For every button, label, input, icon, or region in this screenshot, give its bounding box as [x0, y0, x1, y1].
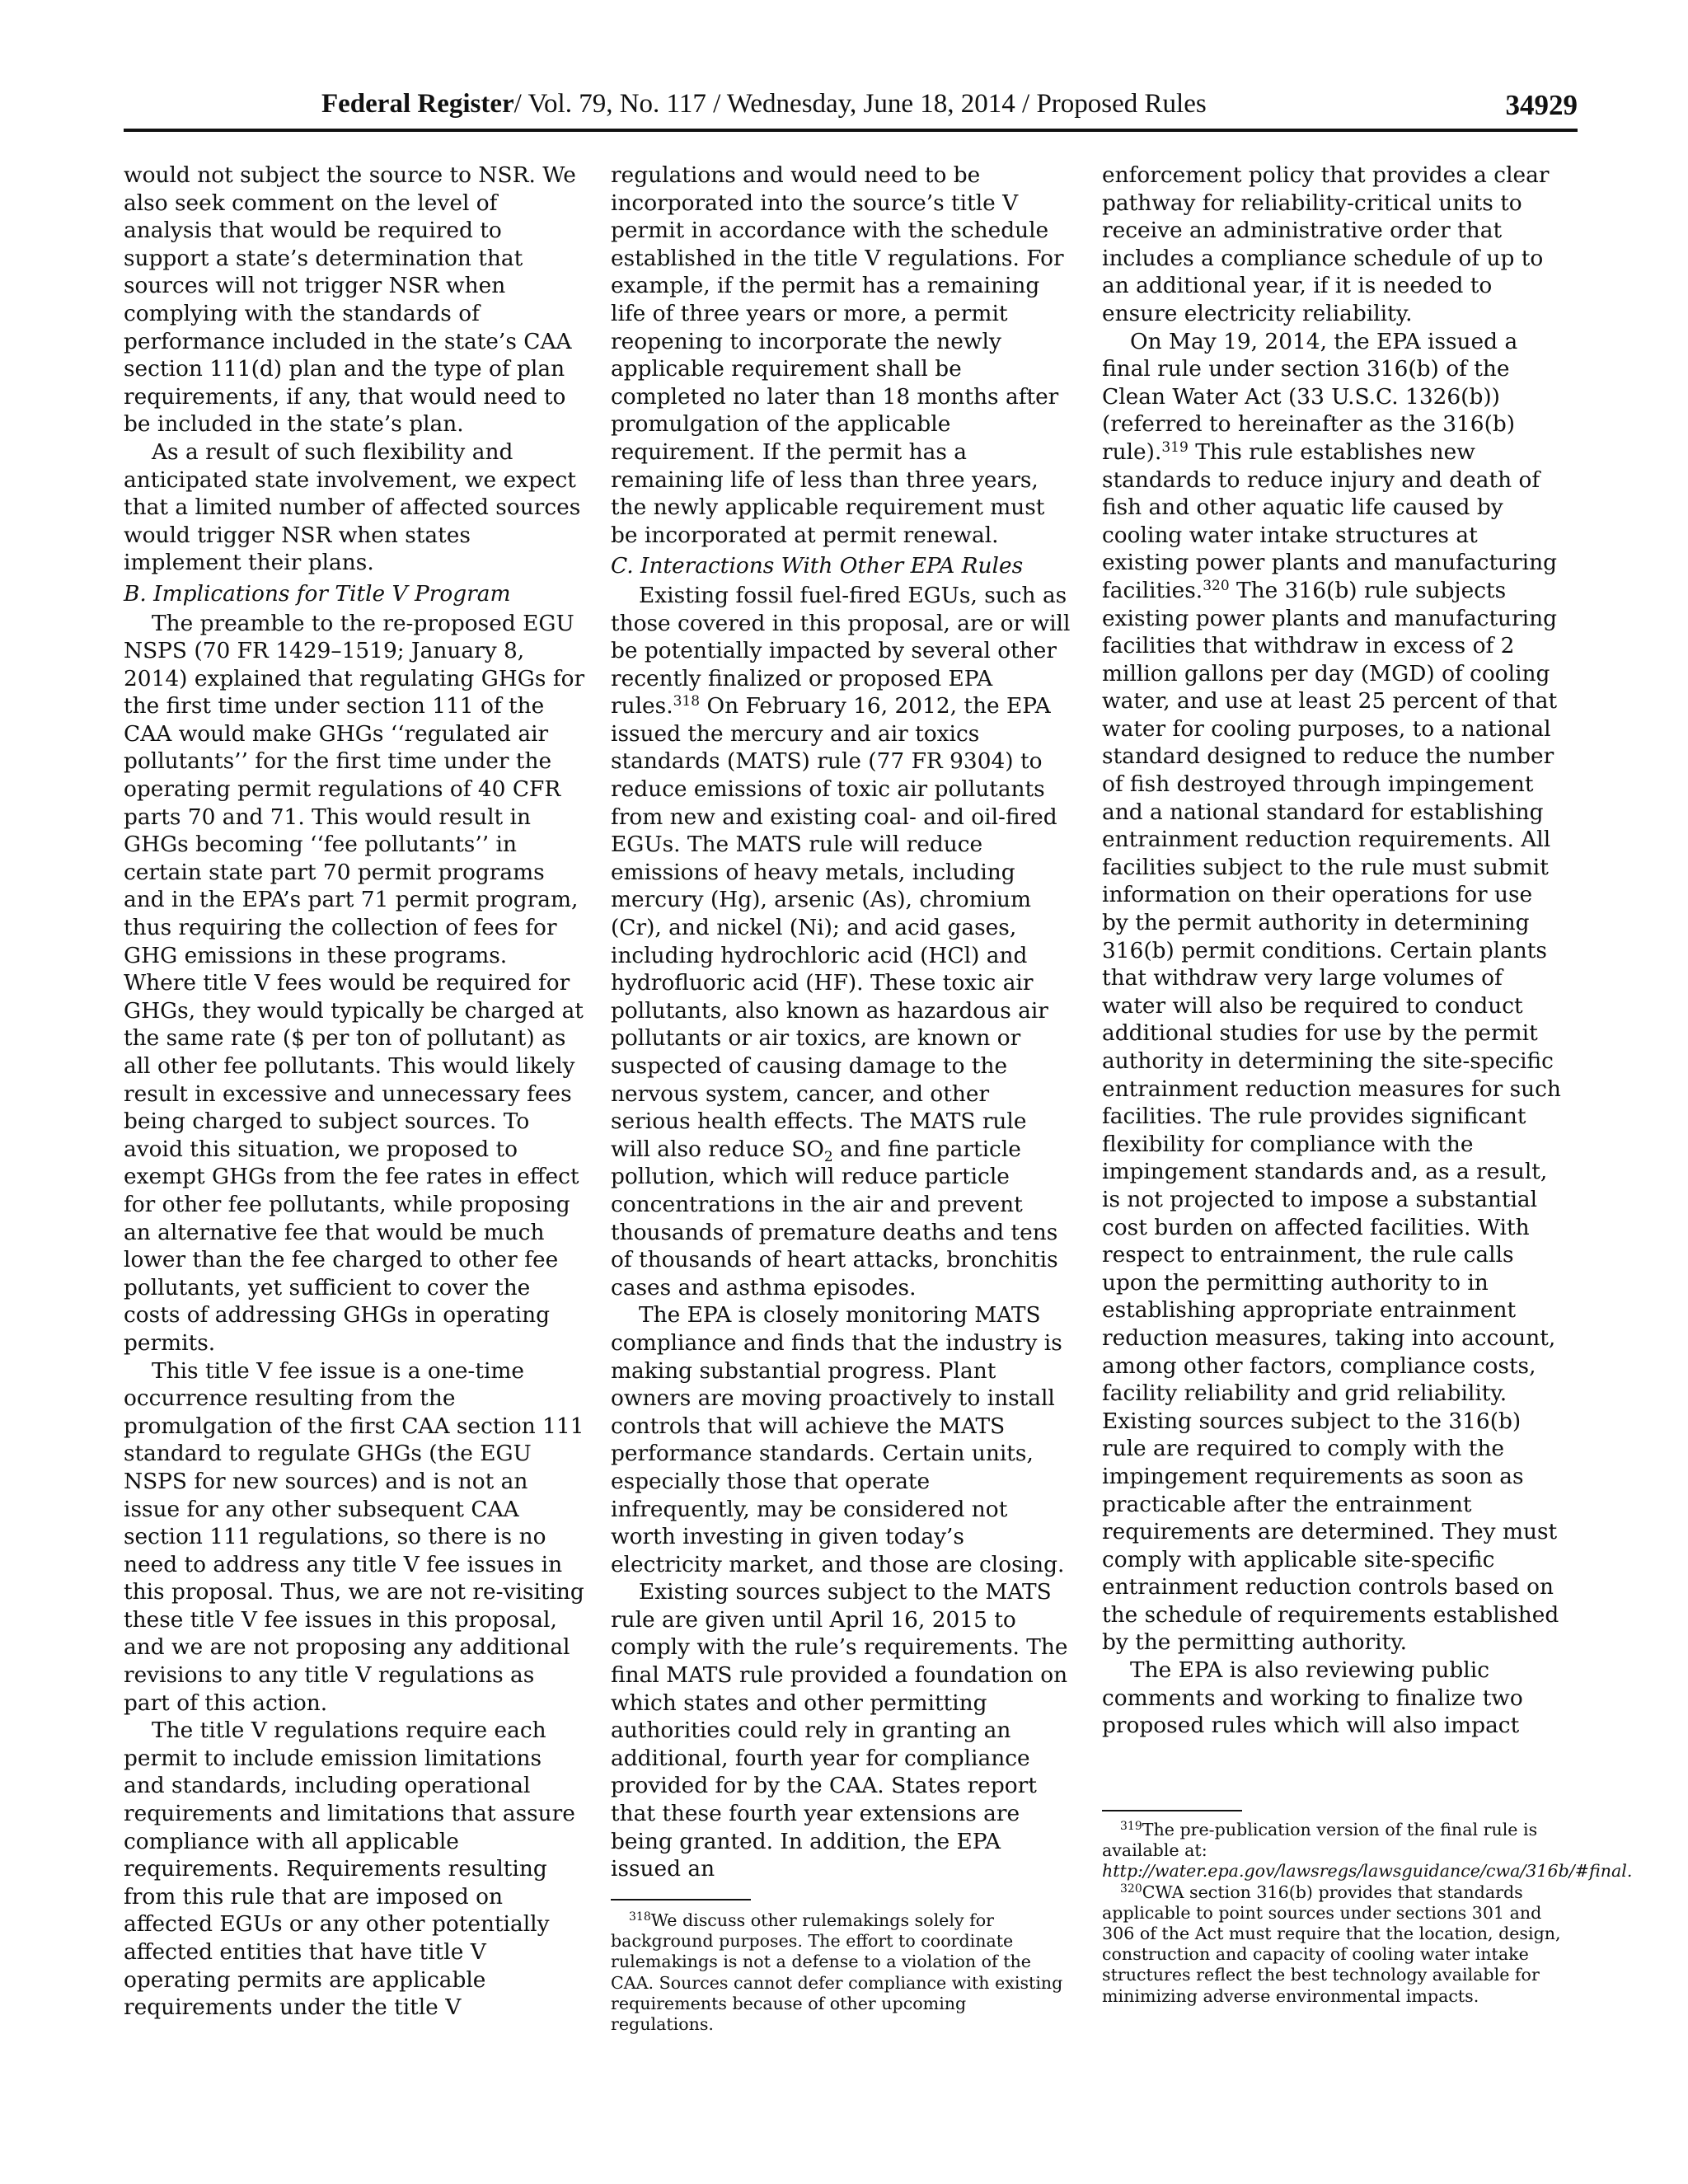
column-1 [124, 162, 585, 2022]
footnote-text: CWA section 316(b) provides that standards applicable to point sources under sections 301 and 306 of the Act must require that the location, design, construction and capacity of cooling water intake structures reflect the best technology available for minimizing adverse environmental impacts. [1102, 1882, 1561, 2006]
footnote-number: 319 [1120, 1820, 1142, 1833]
page-number: 34929 [1505, 89, 1578, 121]
footnote-ref-320: 320 [1203, 577, 1230, 594]
paragraph: The preamble to the re-proposed EGU NSPS (70 FR 1429–1519; January 8, 2014) explained that regulating GHGs for the first time under section 111 of the CAA would make GHGs ‘‘regulated air pollutants’’ for the first time under the operating permit regulations of 40 CFR parts 70 and 71. This would result in GHGs becoming ‘‘fee pollutants’’ in certain state part 70 permit programs and in the EPA’s part 71 permit program, thus requiring the collection of fees for GHG emissions in these programs. Where title V fees would be required for GHGs, they would typically be charged at the same rate ($ per ton of pollutant) as all other fee pollutants. This would likely result in excessive and unnecessary fees being charged to subject sources. To avoid this situation, we proposed to exempt GHGs from the fee rates in effect for other fee pollutants, while proposing an alternative fee that would be much lower than the fee charged to other fee pollutants, yet sufficient to cover the costs of addressing GHGs in operating permits. [124, 610, 585, 1356]
paragraph: regulations and would need to be incorporated into the source’s title V permit in accordance with the schedule established in the title V regulations. For example, if the permit has a remaining life of three years or more, a permit reopening to incorporate the newly applicable requirement shall be completed no later than 18 months after promulgation of the applicable requirement. If the permit has a remaining life of less than three years, the newly applicable requirement must be incorporated at permit renewal. [611, 162, 1064, 548]
footnotes-column-3 [1102, 1820, 1633, 2007]
paragraph: As a result of such flexibility and anticipated state involvement, we expect that a limited number of affected sources would trigger NSR when states implement their plans. [124, 438, 581, 576]
publication-name: Federal Register [321, 89, 514, 119]
paragraph-text: Existing fossil fuel-fired EGUs, such as those covered in this proposal, are or will be potentially impacted by several other recently finalized or proposed EPA rules. [611, 582, 1071, 719]
paragraph [1102, 328, 1564, 1657]
paragraph-text: On February 16, 2012, the EPA issued the mercury and air toxics standards (MATS) rule (77 FR 9304) to reduce emissions of toxic air pollutants from new and existing coal- and oil-fired EGUs. The MATS rule will reduce emissions of heavy metals, including mercury (Hg), arsenic (As), chromium (Cr), and nickel (Ni); and acid gases, including hydrochloric acid (HCl) and hydrofluoric acid (HF). These toxic air pollutants, also known as hazardous air pollutants or air toxics, are known or suspected of causing damage to the nervous system, cancer, and other serious health effects. The MATS rule will also reduce SO [611, 693, 1057, 1162]
paragraph-text: The 316(b) rule subjects existing power plants and manufacturing facilities that withdraw in excess of 2 million gallons per day (MGD) of cooling water, and use at least 25 percent of that water for cooling purposes, to a national standard designed to reduce the number of fish destroyed through impingement and a national standard for establishing entrainment reduction requirements. All facilities subject to the rule must submit information on their operations for use by the permit authority in determining 316(b) permit conditions. Certain plants that withdraw very large volumes of water will also be required to conduct additional studies for use by the permit authority in determining the site-specific entrainment reduction measures for such facilities. The rule provides significant flexibility for compliance with the impingement standards and, as a result, is not projected to impose a substantial cost burden on affected facilities. With respect to entrainment, the rule calls upon the permitting authority to in establishing appropriate entrainment reduction measures, taking into account, among other factors, compliance costs, facility reliability and grid reliability. Existing sources subject to the 316(b) rule are required to comply with the impingement requirements as soon as practicable after the entrainment requirements are determined. They must comply with applicable site-specific entrainment reduction controls based on the schedule of requirements established by the permitting authority. [1102, 577, 1561, 1656]
footnote-320 [1102, 1882, 1564, 2007]
paragraph: Existing sources subject to the MATS rule are given until April 16, 2015 to comply with the rule’s requirements. The final MATS rule provided a foundation on which states and other permitting authorities could rely in granting an additional, fourth year for compliance provided for by the CAA. States report that these fourth year extensions are being granted. In addition, the EPA issued an [611, 1579, 1068, 1882]
paragraph [611, 582, 1072, 1301]
footnote-rule [1102, 1810, 1242, 1811]
issue-info: / Vol. 79, No. 117 / Wednesday, June 18, 2014 / Proposed Rules [513, 89, 1207, 119]
subscript: 2 [823, 1148, 833, 1165]
paragraph-text: and fine particle pollution, which will reduce particle concentrations in the air and prevent thousands of premature deaths and tens of thousands of heart attacks, bronchitis cases and asthma episodes. [611, 1136, 1058, 1301]
header-citation [321, 89, 1207, 120]
paragraph: The EPA is also reviewing public comments and working to finalize two proposed rules which will also impact [1102, 1657, 1523, 1739]
footnote-ref-319: 319 [1161, 438, 1189, 456]
paragraph: would not subject the source to NSR. We also seek comment on the level of analysis that would be required to support a state’s determination that sources will not trigger NSR when complying with the standards of performance included in the state’s CAA section 111(d) plan and the type of plan requirements, if any, that would need to be included in the state’s plan. [124, 162, 576, 438]
footnote-number: 320 [1120, 1882, 1142, 1896]
footnote-rule [611, 1899, 751, 1900]
footnote-number: 318 [629, 1910, 651, 1924]
column-2 [611, 162, 1072, 1883]
section-heading-c: C. Interactions With Other EPA Rules [611, 553, 1024, 579]
running-header [124, 89, 1578, 130]
paragraph-text: On May 19, 2014, the EPA issued a final rule under section 316(b) of the Clean Water Act (33 U.S.C. 1326(b)) (referred to hereinafter as the 316(b) rule). [1102, 328, 1518, 465]
footnote-url[interactable]: http://water.epa.gov/lawsregs/lawsguidance/cwa/316b/#final. [1102, 1861, 1633, 1882]
header-rule [124, 129, 1578, 132]
footnote-319 [1102, 1820, 1633, 1882]
section-heading-b: B. Implications for Title V Program [124, 580, 511, 607]
footnote-text: We discuss other rulemakings solely for background purposes. The effort to coordinate rulemakings is not a defense to a violation of the CAA. Sources cannot defer compliance with existing requirements because of other upcoming regulations. [611, 1910, 1063, 2035]
footnote-text: The pre-publication version of the final rule is available at: [1102, 1820, 1538, 1861]
column-3 [1102, 162, 1564, 1740]
paragraph-text: This rule establishes new standards to reduce injury and death of fish and other aquatic life caused by cooling water intake structures at existing power plants and manufacturing facilities. [1102, 438, 1557, 603]
paragraph: The EPA is closely monitoring MATS compliance and finds that the industry is making substantial progress. Plant owners are moving proactively to install controls that will achieve the MATS performance standards. Certain units, especially those that operate infrequently, may be considered not worth investing in given today’s electricity market, and those are closing. [611, 1302, 1065, 1577]
footnote-ref-318: 318 [673, 693, 701, 710]
footnote-318 [611, 1910, 1072, 2035]
paragraph: enforcement policy that provides a clear pathway for reliability-critical units to receive an administrative order that includes a compliance schedule of up to an additional year, if it is needed to ensure electricity reliability. [1102, 162, 1550, 326]
footnotes-column-2 [611, 1910, 1072, 2035]
paragraph: This title V fee issue is a one-time occurrence resulting from the promulgation of the first CAA section 111 standard to regulate GHGs (the EGU NSPS for new sources) and is not an issue for any other subsequent CAA section 111 regulations, so there is no need to address any title V fee issues in this proposal. Thus, we are not re-visiting these title V fee issues in this proposal, and we are not proposing any additional revisions to any title V regulations as part of this action. [124, 1357, 584, 1716]
paragraph: The title V regulations require each permit to include emission limitations and standards, including operational requirements and limitations that assure compliance with all applicable requirements. Requirements resulting from this rule that are imposed on affected EGUs or any other potentially affected entities that have title V operating permits are applicable requirements under the title V [124, 1718, 575, 2021]
